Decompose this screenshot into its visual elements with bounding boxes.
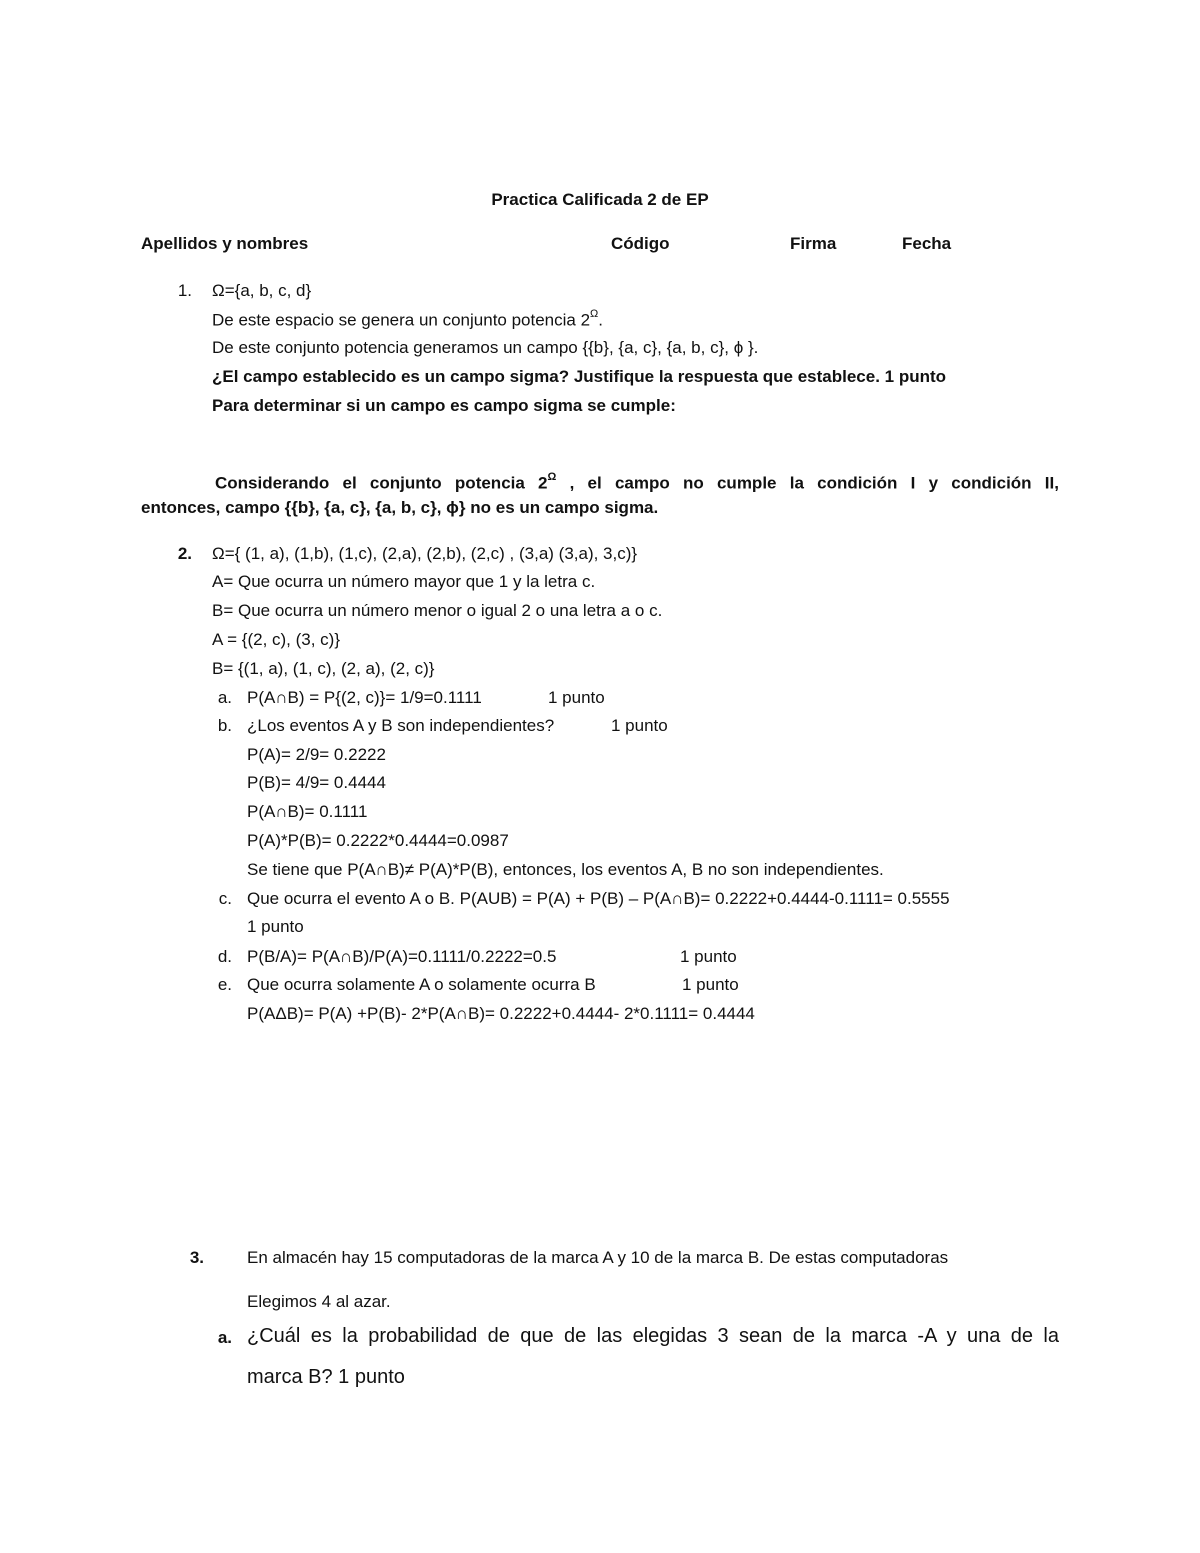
q2d-label: d. xyxy=(217,947,232,966)
q3-number: 3. xyxy=(189,1248,204,1267)
q1-line2-sup: Ω xyxy=(590,308,599,320)
q2b-conclusion: Se tiene que P(A∩B)≠ P(A)*P(B), entonces, los eventos A, B no son independientes. xyxy=(247,860,884,879)
q3-line2: Elegimos 4 al azar. xyxy=(247,1292,391,1311)
q2a-label: a. xyxy=(217,688,232,707)
q1-question: ¿El campo establecido es un campo sigma? Justifique la respuesta que establece. 1 punto xyxy=(212,367,947,386)
q1-criteria: Para determinar si un campo es campo sigma se cumple: xyxy=(212,396,676,415)
q2-event-a-set: A = {(2, c), (3, c)} xyxy=(212,630,341,649)
q1-line2 xyxy=(212,310,603,331)
q2b-pa: P(A)= 2/9= 0.2222 xyxy=(247,745,386,764)
page-title: Practica Calificada 2 de EP xyxy=(491,190,709,209)
q2-number: 2. xyxy=(177,544,192,563)
q2-event-a-def: A= Que ocurra un número mayor que 1 y la letra c. xyxy=(212,572,596,591)
code-label: Código xyxy=(611,234,670,253)
q2b-text: ¿Los eventos A y B son independientes? xyxy=(247,716,555,735)
q1-sample-space: Ω={a, b, c, d} xyxy=(212,281,312,300)
q2b-product: P(A)*P(B)= 0.2222*0.4444=0.0987 xyxy=(247,831,509,850)
q3a-label: a. xyxy=(217,1328,232,1347)
q1-answer-sup: Ω xyxy=(547,471,557,483)
q1-answer-line2: entonces, campo {{b}, {a, c}, {a, b, c}, ϕ} no es un campo sigma. xyxy=(141,498,659,517)
q2c-text: Que ocurra el evento A o B. P(AUB) = P(A) + P(B) – P(A∩B)= 0.2222+0.4444-0.1111= 0.5555 xyxy=(247,889,950,908)
q3a-line2: marca B? 1 punto xyxy=(247,1366,405,1388)
q2e-label: e. xyxy=(217,975,232,994)
q2b-points: 1 punto xyxy=(611,716,668,735)
q1-line2-end: . xyxy=(598,310,604,330)
q2-event-b-set: B= {(1, a), (1, c), (2, a), (2, c)} xyxy=(212,659,435,678)
q1-answer-text-b: , el campo no cumple la condición I y condición II, xyxy=(569,473,1059,493)
q2b-pab: P(A∩B)= 0.1111 xyxy=(247,802,368,821)
q1-line3: De este conjunto potencia generamos un campo {{b}, {a, c}, {a, b, c}, ϕ }. xyxy=(212,338,759,357)
q3-line1: En almacén hay 15 computadoras de la marca A y 10 de la marca B. De estas computadoras xyxy=(247,1248,949,1267)
q1-answer-text-a: Considerando el conjunto potencia 2 xyxy=(215,473,548,493)
q2d-text: P(B/A)= P(A∩B)/P(A)=0.1111/0.2222=0.5 xyxy=(247,947,557,966)
names-label: Apellidos y nombres xyxy=(141,234,309,253)
q2b-label: b. xyxy=(217,716,232,735)
q1-answer-line1 xyxy=(141,464,1059,499)
q2a-text: P(A∩B) = P{(2, c)}= 1/9=0.1111 xyxy=(247,688,482,707)
q2e-text: Que ocurra solamente A o solamente ocurra B xyxy=(247,975,596,994)
q2d-points: 1 punto xyxy=(680,947,737,966)
q2b-pb: P(B)= 4/9= 0.4444 xyxy=(247,773,386,792)
signature-label: Firma xyxy=(790,234,837,253)
date-label: Fecha xyxy=(902,234,952,253)
q2-sample-space: Ω={ (1, a), (1,b), (1,c), (2,a), (2,b), (2,c) , (3,a) (3,a), 3,c)} xyxy=(212,544,638,563)
q2-event-b-def: B= Que ocurra un número menor o igual 2 o una letra a o c. xyxy=(212,601,663,620)
q2c-points: 1 punto xyxy=(247,917,304,936)
q1-number: 1. xyxy=(177,281,192,300)
q2e-calc: P(AΔB)= P(A) +P(B)- 2*P(A∩B)= 0.2222+0.4444- 2*0.1111= 0.4444 xyxy=(247,1004,755,1023)
q2e-points: 1 punto xyxy=(682,975,739,994)
q2a-points: 1 punto xyxy=(548,688,605,707)
q2c-label: c. xyxy=(218,889,232,908)
q1-line2-text: De este espacio se genera un conjunto potencia 2 xyxy=(212,310,591,330)
q3a-line1: ¿Cuál es la probabilidad de que de las elegidas 3 sean de la marca -A y una de la xyxy=(247,1325,1059,1347)
